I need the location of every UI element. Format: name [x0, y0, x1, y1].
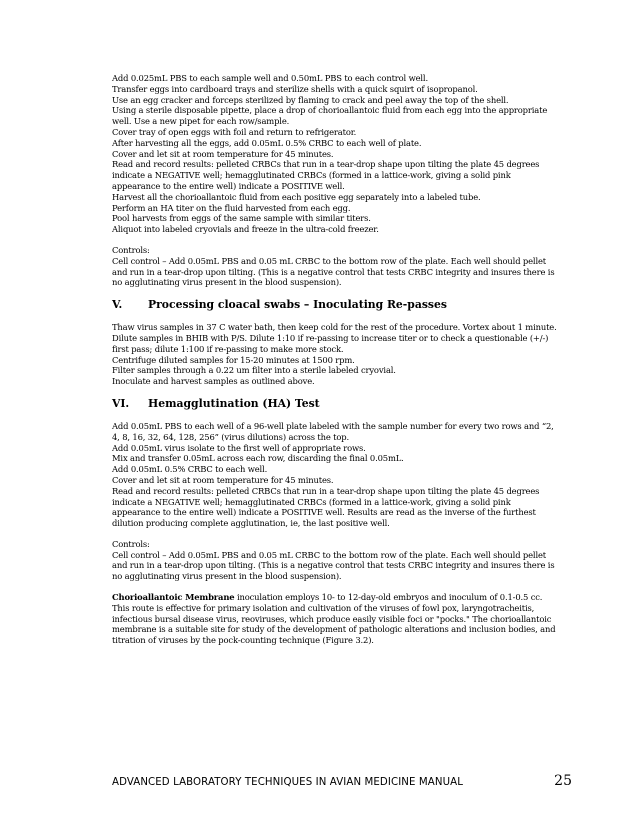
controls-block	[112, 538, 555, 582]
text-line: 4, 8, 16, 32, 64, 128, 256” (virus dilutions) across the top.	[112, 431, 349, 442]
text-run: inoculation employs 10- to 12-day-old embryos and inoculum of 0.1-0.5 cc.	[234, 592, 543, 603]
text-line: Transfer eggs into cardboard trays and sterilize shells with a quick squirt of isopropanol.	[112, 83, 478, 94]
controls-block	[112, 244, 555, 288]
text-line: Use an egg cracker and forceps sterilized by flaming to crack and peel away the top of the shell.	[112, 94, 509, 105]
page-number: 25	[554, 773, 572, 789]
text-line: Aliquot into labeled cryovials and freeze in the ultra-cold freezer.	[112, 224, 379, 235]
text-line: Add 0.05mL virus isolate to the first well of appropriate rows.	[112, 442, 366, 453]
text-line: no agglutinating virus present in the blood suspension).	[112, 571, 342, 582]
text-line: Inoculate and harvest samples as outlined above.	[112, 376, 315, 387]
text-line: infectious bursal disease virus, reoviruses, which produce easily visible foci or "pocks." The chorioallantoic	[112, 613, 552, 624]
text-line: Perform an HA titer on the fluid harvested from each egg.	[112, 202, 351, 213]
controls-label: Controls:	[112, 538, 150, 549]
text-line: Mix and transfer 0.05mL across each row, discarding the final 0.05mL.	[112, 453, 404, 464]
text-line: Cell control – Add 0.05mL PBS and 0.05 mL CRBC to the bottom row of the plate. Each well should pellet	[112, 255, 547, 266]
text-line: appearance to the entire well) indicate a POSITIVE well.	[112, 180, 345, 191]
text-line: appearance to the entire well) indicate a POSITIVE well. Results are read as the inverse of the furthest	[112, 507, 536, 518]
text-line: Cover and let sit at room temperature for 45 minutes.	[112, 148, 334, 159]
text-line: Cell control – Add 0.05mL PBS and 0.05 mL CRBC to the bottom row of the plate. Each well should pellet	[112, 549, 547, 560]
text-line: and run in a tear-drop upon tilting. (This is a negative control that tests CRBC integrity and insures there is	[112, 266, 555, 277]
chorioallantoic-paragraph	[112, 592, 556, 646]
text-line: This route is effective for primary isolation and cultivation of the viruses of fowl pox, laryngotracheitis,	[112, 602, 535, 613]
text-line: no agglutinating virus present in the blood suspension).	[112, 277, 342, 288]
text-line: Centrifuge diluted samples for 15-20 minutes at 1500 rpm.	[112, 354, 355, 365]
text-line: Add 0.05mL PBS to each well of a 96-well plate labeled with the sample number for every two rows and “2,	[112, 420, 554, 431]
text-line: first pass; dilute 1:100 if re-passing to make more stock.	[112, 343, 344, 354]
text-line: Cover tray of open eggs with foil and return to refrigerator.	[112, 126, 357, 137]
text-line: Cover and let sit at room temperature for 45 minutes.	[112, 474, 334, 485]
text-line: After harvesting all the eggs, add 0.05mL 0.5% CRBC to each well of plate.	[112, 137, 422, 148]
bold-term: Chorioallantoic Membrane	[112, 592, 235, 603]
section-number: VI.	[112, 396, 130, 410]
controls-label: Controls:	[112, 244, 150, 255]
section-heading-v	[112, 298, 532, 312]
text-line: Using a sterile disposable pipette, place a drop of chorioallantoic fluid from each egg into the appropriate	[112, 105, 548, 116]
text-line: membrane is a suitable site for study of the development of pathologic alterations and inclusion bodies, and	[112, 624, 556, 635]
section-number: V.	[112, 298, 123, 312]
text-line: dilution producing complete agglutination, ie, the last positive well.	[112, 518, 390, 529]
text-line: Harvest all the chorioallantoic fluid from each positive egg separately into a labeled tube.	[112, 191, 481, 202]
page-footer	[112, 773, 572, 789]
text-line: Pool harvests from eggs of the same sample with similar titers.	[112, 213, 371, 224]
text-line	[112, 592, 543, 603]
section-v-body	[112, 322, 557, 387]
text-line: Read and record results: pelleted CRBCs that run in a tear-drop shape upon tilting the plate 45 degrees	[112, 159, 540, 170]
section-vi-body	[112, 420, 554, 529]
text-line: and run in a tear-drop upon tilting. (This is a negative control that tests CRBC integrity and insures there is	[112, 560, 555, 571]
text-line: indicate a NEGATIVE well; hemagglutinated CRBCs (formed in a lattice-work, giving a solid pink	[112, 170, 511, 181]
text-line: Dilute samples in BHIB with P/S. Dilute 1:10 if re-passing to increase titer or to check a questionable (+/-)	[112, 332, 549, 343]
text-line: titration of viruses by the pock-counting technique (Figure 3.2).	[112, 635, 374, 646]
section-title: Hemagglutination (HA) Test	[148, 396, 320, 410]
page-content	[112, 73, 557, 646]
text-line: Read and record results: pelleted CRBCs that run in a tear-drop shape upon tilting the plate 45 degrees	[112, 485, 540, 496]
text-line: well. Use a new pipet for each row/sample.	[112, 116, 290, 127]
text-line: Add 0.025mL PBS to each sample well and 0.50mL PBS to each control well.	[112, 73, 428, 83]
section-title: Processing cloacal swabs – Inoculating Re-passes	[148, 298, 447, 312]
text-line: Filter samples through a 0.22 um filter into a sterile labeled cryovial.	[112, 365, 396, 376]
text-line: Thaw virus samples in 37 C water bath, then keep cold for the rest of the procedure. Vortex about 1 minute.	[112, 322, 557, 333]
footer-title: ADVANCED LABORATORY TECHNIQUES IN AVIAN MEDICINE MANUAL	[112, 777, 463, 788]
section-heading-vi	[112, 397, 532, 411]
text-line: indicate a NEGATIVE well; hemagglutinated CRBCs (formed in a lattice-work, giving a solid pink	[112, 496, 511, 507]
procedure-steps	[112, 73, 548, 235]
text-line: Add 0.05mL 0.5% CRBC to each well.	[112, 464, 268, 475]
